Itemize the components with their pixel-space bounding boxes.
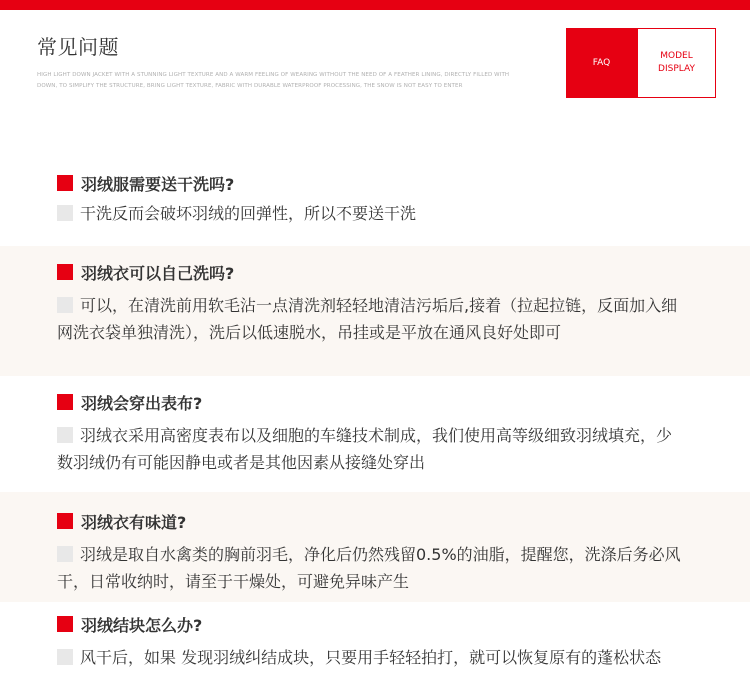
faq-question: [57, 391, 202, 413]
faq-item: [0, 604, 750, 700]
faq-item: [0, 492, 750, 602]
faq-item: [0, 380, 750, 488]
answer-marker-icon: [57, 546, 73, 562]
faq-question: [57, 261, 234, 283]
question-marker-icon: [57, 616, 73, 632]
faq-question-text: 羽绒衣有味道?: [81, 512, 187, 532]
tab-model-label-line2: DISPLAY: [658, 64, 695, 74]
question-marker-icon: [57, 394, 73, 410]
faq-question: [57, 510, 186, 532]
tab-model-label-line1: MODEL: [660, 51, 693, 61]
faq-answer-text: 羽绒是取自水禽类的胸前羽毛，净化后仍然残留0.5%的油脂，提醒您，洗涤后务必风干，日常收纳时，请至于干燥处，可避免异味产生: [57, 545, 681, 591]
faq-question-text: 羽绒服需要送干洗吗?: [81, 174, 235, 194]
answer-marker-icon: [57, 205, 73, 221]
faq-answer: [57, 200, 687, 227]
answer-marker-icon: [57, 427, 73, 443]
faq-answer-text: 干洗反而会破坏羽绒的回弹性，所以不要送干洗: [80, 204, 417, 223]
faq-answer: [57, 422, 687, 476]
section-tabs: [566, 28, 716, 98]
top-accent-bar: [0, 0, 750, 10]
faq-item: [0, 246, 750, 376]
faq-answer-text: 羽绒衣采用高密度表布以及细胞的车缝技术制成，我们使用高等级细致羽绒填充，少数羽绒仍有可能因静电或者是其他因素从接缝处穿出: [57, 426, 673, 472]
faq-answer-text: 风干后，如果 发现羽绒纠结成块，只要用手轻轻拍打，就可以恢复原有的蓬松状态: [80, 648, 662, 667]
answer-marker-icon: [57, 649, 73, 665]
faq-answer: [57, 644, 687, 671]
faq-question-text: 羽绒会穿出表布?: [81, 393, 203, 413]
faq-item: [0, 160, 750, 242]
page-title: 常见问题: [37, 35, 119, 59]
faq-answer: [57, 292, 687, 346]
faq-answer: [57, 541, 687, 595]
tab-model-display[interactable]: [637, 28, 716, 98]
faq-question-text: 羽绒结块怎么办?: [81, 615, 203, 635]
question-marker-icon: [57, 264, 73, 280]
faq-question-text: 羽绒衣可以自己洗吗?: [81, 263, 235, 283]
faq-question: [57, 172, 234, 194]
faq-question: [57, 613, 202, 635]
english-subtitle: HIGH LIGHT DOWN JACKET WITH A STUNNING LIGHT TEXTURE AND A WARM FEELING OF WEARING WITHOUT THE NEED OF A FEATHER LINING, DIRECTLY FILLED WITH DOWN, TO SIMPLIFY THE STRUCTURE, BRING LIGHT TEXTURE, FABRIC WITH DURABLE WATERPROOF PROCESSING, THE SNOW IS NOT EASY TO ENTER: [37, 72, 510, 89]
tab-faq[interactable]: [566, 28, 637, 98]
question-marker-icon: [57, 513, 73, 529]
tab-faq-label: FAQ: [592, 57, 611, 68]
faq-answer-text: 可以，在清洗前用软毛沾一点清洗剂轻轻地清洁污垢后,接着（拉起拉链，反面加入细网洗衣袋单独清洗），洗后以低速脱水，吊挂或是平放在通风良好处即可: [57, 296, 678, 342]
question-marker-icon: [57, 175, 73, 191]
answer-marker-icon: [57, 297, 73, 313]
